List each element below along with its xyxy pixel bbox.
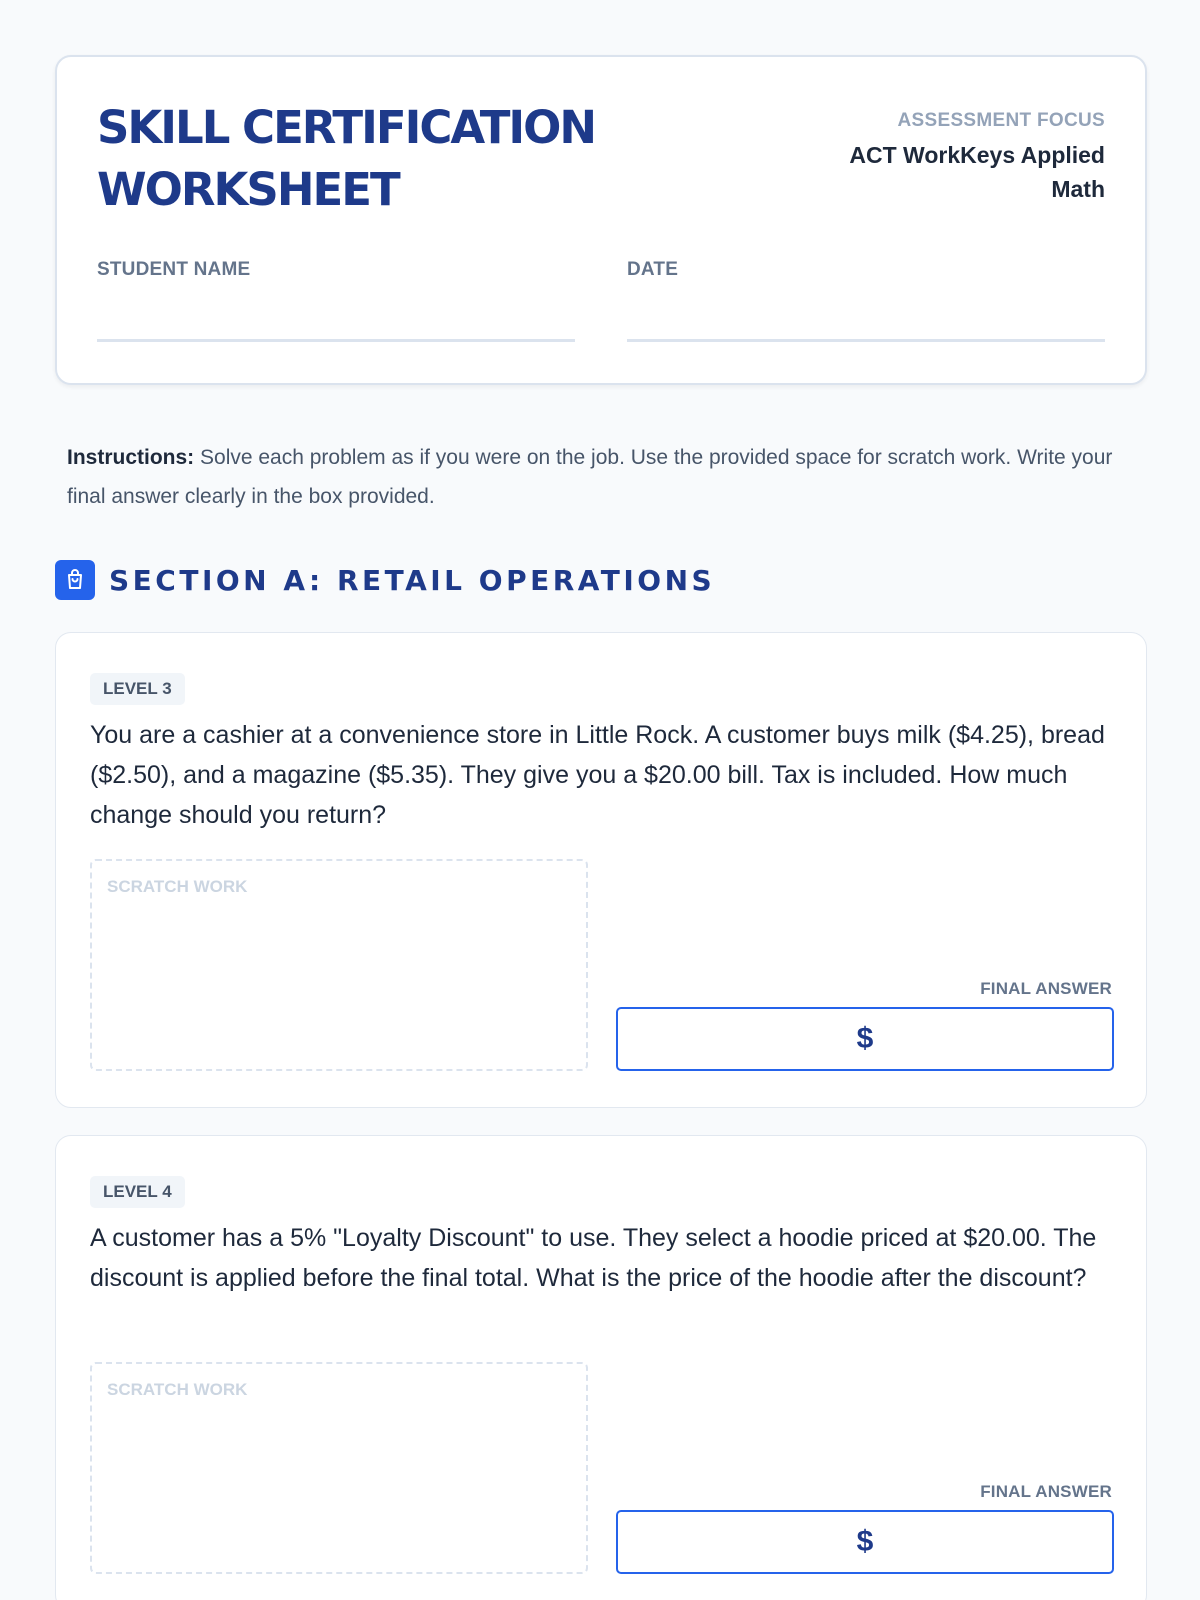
question-card: [55, 632, 1147, 1108]
final-answer-label: FINAL ANSWER: [980, 1482, 1112, 1501]
student-name-line[interactable]: [97, 339, 575, 342]
dollar-sign: $: [856, 1525, 874, 1558]
instructions: [67, 438, 1147, 516]
worksheet-title: SKILL CERTIFICATION WORKSHEET: [97, 101, 596, 216]
scratch-work-area[interactable]: [90, 1362, 588, 1574]
final-answer-box[interactable]: [616, 1510, 1114, 1574]
final-answer-label: FINAL ANSWER: [980, 979, 1112, 998]
final-answer-box[interactable]: [616, 1007, 1114, 1071]
question-card: [55, 1135, 1147, 1600]
date-line[interactable]: [627, 339, 1105, 342]
level-badge: LEVEL 3: [90, 673, 185, 705]
question-text: A customer has a 5% "Loyalty Discount" to use. They select a hoodie priced at $20.00. The discount is applied before the final total. What is the price of the hoodie after the discount?: [90, 1224, 1097, 1292]
date-field[interactable]: [627, 259, 1105, 342]
worksheet-header-card: [55, 55, 1147, 385]
dollar-sign: $: [856, 1022, 874, 1055]
scratch-work-label: SCRATCH WORK: [107, 877, 248, 896]
section-title: SECTION A: RETAIL OPERATIONS: [109, 563, 716, 597]
scratch-work-area[interactable]: [90, 859, 588, 1071]
assessment-focus-value: ACT WorkKeys Applied Math: [849, 142, 1105, 202]
shopping-bag-icon: [55, 560, 95, 600]
student-name-label: STUDENT NAME: [97, 259, 251, 280]
instructions-label: Instructions:: [67, 446, 195, 469]
question-text: You are a cashier at a convenience store in Little Rock. A customer buys milk ($4.25), bread ($2.50), and a magazine ($5.35). They give you a $20.00 bill. Tax is included. How much change should you return?: [90, 721, 1105, 829]
scratch-work-label: SCRATCH WORK: [107, 1380, 248, 1399]
assessment-focus: [815, 110, 1105, 206]
section-a-header: [55, 560, 715, 600]
level-badge: LEVEL 4: [90, 1176, 185, 1208]
instructions-text: Solve each problem as if you were on the job. Use the provided space for scratch work. Write your final answer clearly in the box provided.: [67, 446, 1113, 508]
student-name-field[interactable]: [97, 259, 575, 342]
assessment-focus-label: ASSESSMENT FOCUS: [897, 110, 1105, 131]
date-label: DATE: [627, 259, 679, 280]
